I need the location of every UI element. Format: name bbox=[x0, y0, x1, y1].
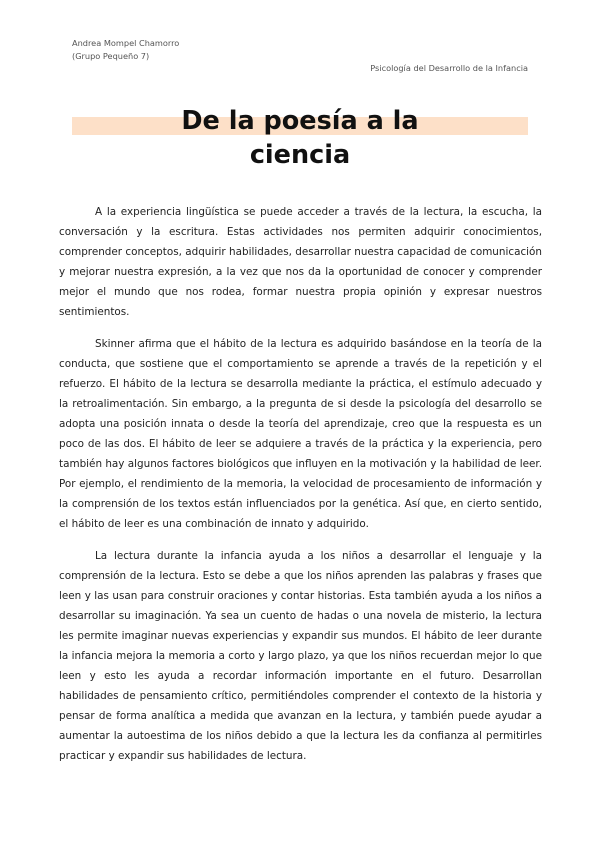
paragraph: La lectura durante la infancia ayuda a los niños a desarrollar el lenguaje y la comprensión de la lectura. Esto se debe a que los niños aprenden las palabras y frases que leen y las usan para construir oraciones y contar historias. Esta también ayuda a los niños a desarrollar su imaginación. Ya sea un cuento de hadas o una novela de misterio, la lectura les permite imaginar nuevas experiencias y expandir sus mundos. El hábito de leer durante la infancia mejora la memoria a corto y largo plazo, ya que los niños recuerdan mejor lo que leen y esto les ayuda a recordar información importante en el futuro. Desarrollan habilidades de pensamiento crítico, permitiéndoles comprender el contexto de la historia y pensar de forma analítica a medida que avanzan en la lectura, y también puede ayudar a aumentar la autoestima de los niños debido a que la lectura les da confianza al permitirles practicar y expandir sus habilidades de lectura. bbox=[59, 550, 542, 762]
page-title bbox=[0, 104, 600, 172]
group-label: (Grupo Pequeño 7) bbox=[72, 50, 150, 61]
document-body bbox=[59, 202, 542, 778]
paragraph: Skinner afirma que el hábito de la lectura es adquirido basándose en la teoría de la conducta, que sostiene que el comportamiento se aprende a través de la repetición y el refuerzo. El hábito de la lectura se desarrolla mediante la práctica, el estímulo adecuado y la retroalimentación. Sin embargo, a la pregunta de si desde la psicología del desarrollo se adopta una posición innata o desde la teoría del aprendizaje, creo que la respuesta es un poco de las dos. El hábito de leer se adquiere a través de la práctica y la experiencia, pero también hay algunos factores biológicos que influyen en la motivación y la habilidad de leer. Por ejemplo, el rendimiento de la memoria, la velocidad de procesamiento de información y la comprensión de los textos están influenciados por la genética. Así que, en cierto sentido, el hábito de leer es una combinación de innato y adquirido. bbox=[59, 338, 542, 530]
author-name: Andrea Mompel Chamorro bbox=[72, 38, 180, 48]
paragraph: A la experiencia lingüística se puede acceder a través de la lectura, la escucha, la conversación y la escritura. Estas actividades nos permiten adquirir conocimientos, comprender conceptos, adquirir habilidades, desarrollar nuestra capacidad de comunicación y mejorar nuestra expresión, a la vez que nos da la oportunidad de conocer y comprender mejor el mundo que nos rodea, formar nuestra propia opinión y expresar nuestros sentimientos. bbox=[59, 206, 542, 318]
title-line-2: ciencia bbox=[249, 140, 351, 170]
course-name: Psicología del Desarrollo de la Infancia bbox=[370, 63, 528, 73]
title-line-1: De la poesía a la bbox=[181, 106, 419, 136]
author-info bbox=[72, 37, 179, 62]
